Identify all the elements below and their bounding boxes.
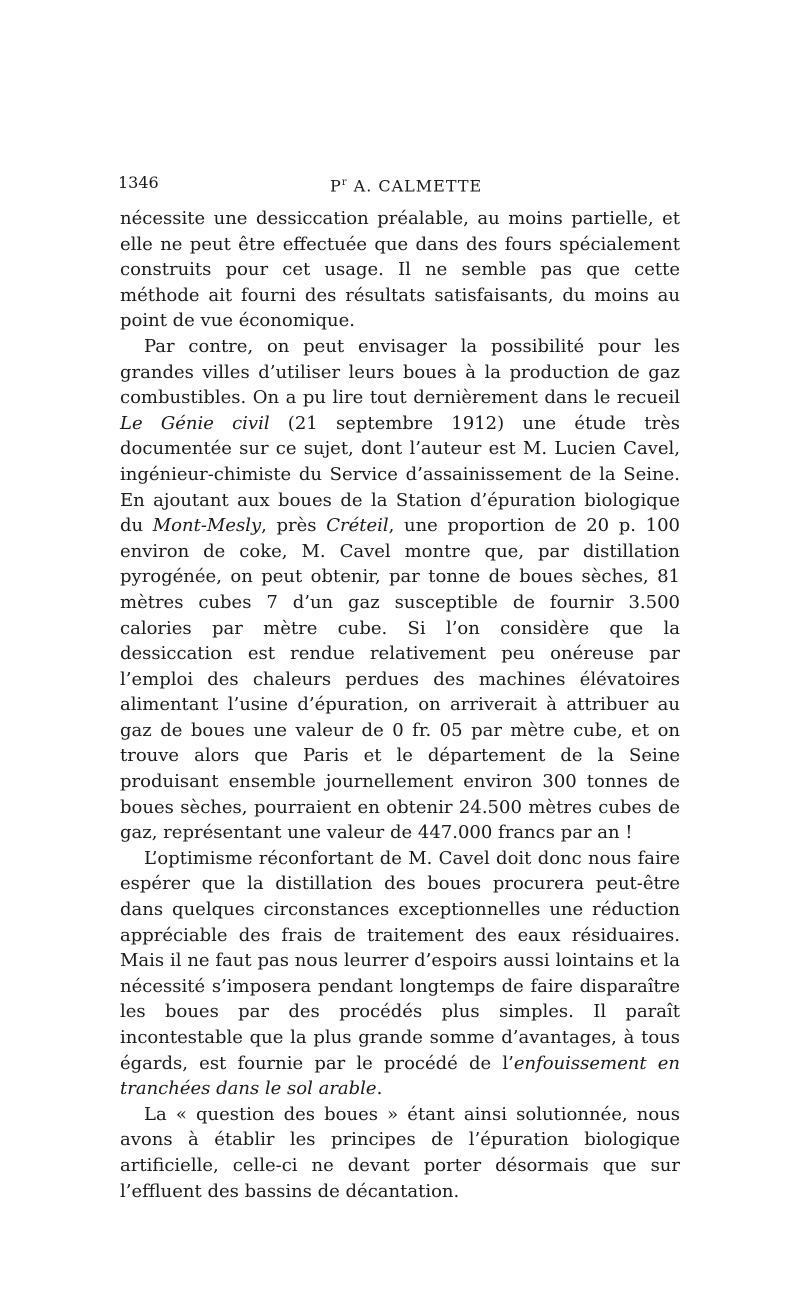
paragraph-4: La « question des boues » étant ainsi solutionnée, nous avons à établir les principes de l’épuration biologique artificielle, celle-ci ne devant porter désormais que sur l’effluent des bassins de décantation.	[120, 1103, 680, 1202]
running-head	[330, 171, 482, 198]
paragraph-2-text-e: , près	[261, 515, 327, 537]
paragraph-2-text-a: Par contre, on peut envisager la possibilité pour les grandes villes d’utiliser leurs boues à la production de gaz combustibles. On a pu lire tout dernièrement dans le recueil	[120, 335, 680, 409]
place-creteil: Créteil	[326, 515, 389, 537]
paragraph-3-text-a: L’optimisme réconfortant de M. Cavel doit donc nous faire espérer que la distillation des boues procurera peut-être dans quelques circonstances exceptionnelles une réduction appréciable des frais de traitement des eaux résiduaires. Mais il ne faut pas nous leurrer d’espoirs aussi lointains et la nécessité s’imposera pendant longtemps de faire disparaître les boues par des procédés plus simples. Il paraît incontestable que la plus grande somme d’avantages, à tous égards, est fournie par le procédé de l’	[120, 847, 680, 1074]
author-prefix-sup: r	[341, 177, 348, 188]
paragraph-2-text-g: , une proportion de 20 p. 100 environ de coke, M. Cavel montre que, par distillation pyrogénée, on peut obtenir, par tonne de boues sèches, 81 mètres cubes 7 d’un gaz susceptible de fournir 3.500 calories par mètre cube. Si l’on considère que la dessiccation est rendue relativement peu onéreuse par l’emploi des chaleurs perdues des machines élévatoires alimentant l’usine d’épuration, on arriverait à attribuer au gaz de boues une valeur de 0 fr. 05 par mètre cube, et on trouve alors que Paris et le département de la Seine produisant ensemble journellement environ 300 tonnes de boues sèches, pourraient en obtenir 24.500 mètres cubes de gaz, représentant une valeur de 447.000 francs par an !	[120, 515, 681, 844]
journal-title: Le Génie civil	[120, 412, 270, 434]
paragraph-3-text-c: .	[376, 1078, 383, 1100]
paragraph-2	[120, 334, 680, 846]
body-text	[120, 206, 680, 1204]
page-number: 1346	[118, 173, 159, 192]
method-emphasis: enfouissement en tranchées dans le sol arable	[120, 1052, 680, 1100]
author-prefix: P	[330, 176, 342, 196]
author-name: A. CALMETTE	[347, 176, 483, 196]
place-mont-mesly: Mont-Mesly	[152, 515, 262, 537]
paragraph-1: nécessite une dessiccation préalable, au moins partielle, et elle ne peut être effectuée que dans des fours spécialement construits pour cet usage. Il ne semble pas que cette méthode ait fourni des résultats satisfaisants, du moins au point de vue économique.	[120, 208, 680, 332]
paragraph-2-text-c: (21 septembre 1912) une étude très documentée sur ce sujet, dont l’auteur est M. Lucien Cavel, ingénieur-chimiste du Service d’assainissement de la Seine. En ajoutant aux boues de la Station d’épuration biologique du	[120, 412, 680, 537]
page-header	[118, 171, 678, 195]
paragraph-3	[120, 846, 680, 1102]
